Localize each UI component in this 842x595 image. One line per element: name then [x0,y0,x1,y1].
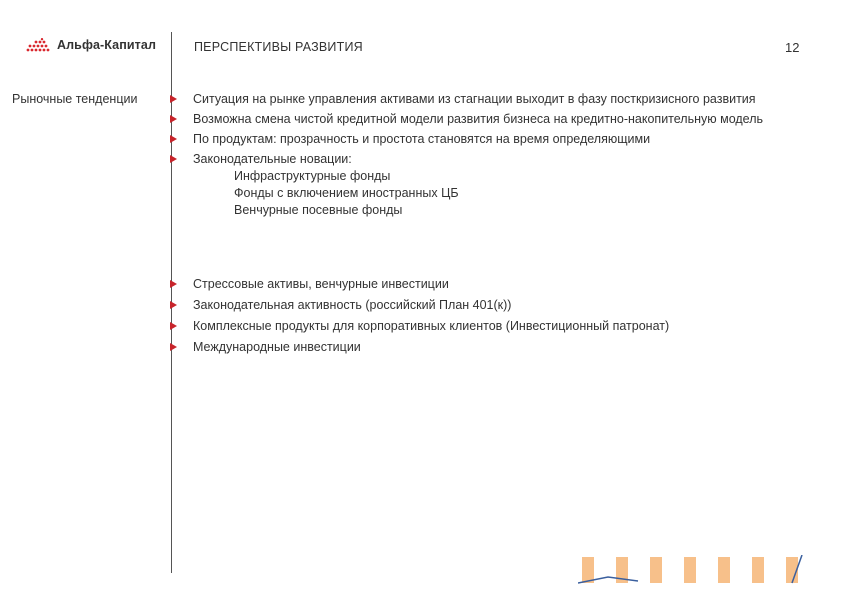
list-item [170,151,790,219]
triangle-bullet-icon [170,343,177,351]
triangle-bullet-icon [170,155,177,163]
triangle-bullet-icon [170,95,177,103]
triangle-bullet-icon [170,115,177,123]
list-item [170,318,790,335]
triangle-bullet-icon [170,322,177,330]
list-item-text: По продуктам: прозрачность и простота становятся на время определяющими [193,132,651,146]
bullet-list-secondary [170,276,790,360]
triangle-bullet-icon [170,135,177,143]
list-item [170,297,790,314]
company-logo [26,37,156,53]
list-item-text: Законодательная активность (российский План 401(к)) [193,298,512,312]
triangle-bullet-icon [170,280,177,288]
list-item [170,131,790,148]
sub-list-item: Фонды с включением иностранных ЦБ [234,186,459,200]
list-item [170,339,790,356]
list-item [170,111,790,128]
page-title: ПЕРСПЕКТИВЫ РАЗВИТИЯ [194,40,363,54]
sidebar-section-label: Рыночные тенденции [12,92,138,106]
page-number: 12 [785,40,800,55]
triangle-bullet-icon [170,301,177,309]
list-item-text: Ситуация на рынке управления активами из стагнации выходит в фазу посткризисного развития [193,92,756,106]
list-item-text: Комплексные продукты для корпоративных клиентов (Инвестиционный патронат) [193,319,670,333]
decorative-footer-graphic [578,555,808,585]
list-item [170,91,790,108]
sub-list-item: Венчурные посевные фонды [234,203,403,217]
list-item-text: Возможна смена чистой кредитной модели развития бизнеса на кредитно-накопительную модель [193,112,764,126]
alfa-logo-dots-icon [26,38,52,52]
list-item-text: Международные инвестиции [193,340,361,354]
bullet-list-primary [170,91,790,222]
list-item-text: Стрессовые активы, венчурные инвестиции [193,277,449,291]
list-item-text: Законодательные новации: [193,152,352,166]
logo-text: Альфа-Капитал [57,38,156,52]
legislative-sublist [193,168,790,219]
sub-list-item: Инфраструктурные фонды [234,169,391,183]
list-item [170,276,790,293]
